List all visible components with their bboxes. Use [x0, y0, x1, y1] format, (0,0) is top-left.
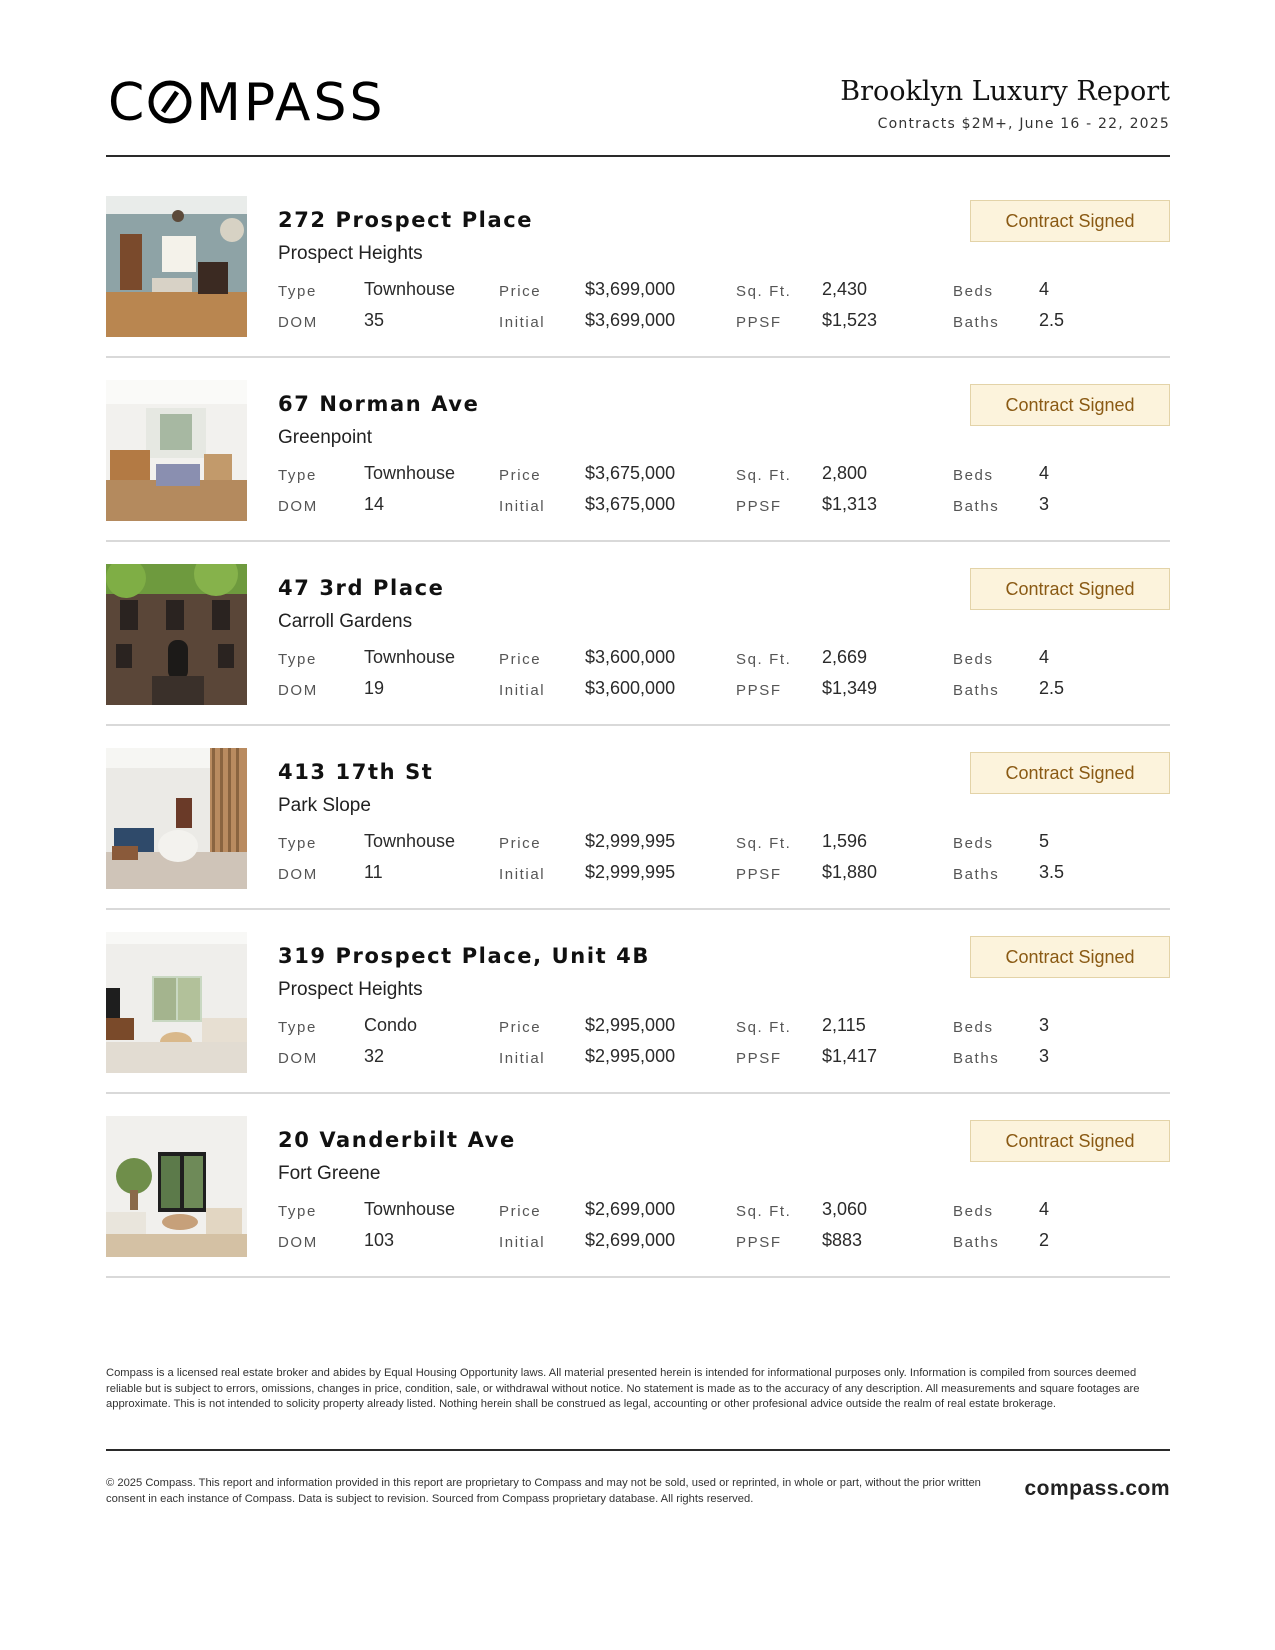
listing-card[interactable]: [106, 196, 1170, 358]
listing-stats-row: [278, 1199, 1170, 1223]
status-badge: Contract Signed: [970, 384, 1170, 426]
initial-value: $2,999,995: [585, 862, 676, 882]
sqft-label: Sq. Ft.: [736, 283, 792, 300]
report-page: [106, 0, 1170, 1650]
price-value: $3,675,000: [585, 463, 676, 483]
dom-label: DOM: [278, 498, 318, 515]
listing-card[interactable]: [106, 932, 1170, 1094]
status-badge: Contract Signed: [970, 752, 1170, 794]
dom-value: 35: [364, 310, 385, 330]
listing-card[interactable]: [106, 564, 1170, 726]
listing-neighborhood: Fort Greene: [278, 1163, 381, 1184]
ppsf-value: $1,523: [822, 310, 878, 330]
ppsf-label: PPSF: [736, 866, 782, 883]
baths-value: 2.5: [1039, 678, 1065, 698]
status-badge: Contract Signed: [970, 936, 1170, 978]
beds-value: 4: [1039, 647, 1050, 667]
listing-card[interactable]: [106, 748, 1170, 910]
sqft-value: 1,596: [822, 831, 868, 851]
ppsf-label: PPSF: [736, 1234, 782, 1251]
type-value: Townhouse: [364, 279, 456, 299]
dom-label: DOM: [278, 1050, 318, 1067]
sqft-value: 2,115: [822, 1015, 866, 1035]
price-value: $2,995,000: [585, 1015, 676, 1035]
listing-address[interactable]: 413 17th St: [278, 760, 434, 784]
footer-divider: [106, 1449, 1170, 1451]
listing-stats-row: [278, 279, 1170, 303]
dom-value: 11: [364, 862, 383, 882]
sqft-value: 2,669: [822, 647, 868, 667]
beds-value: 4: [1039, 1199, 1050, 1219]
initial-value: $3,600,000: [585, 678, 676, 698]
sqft-label: Sq. Ft.: [736, 651, 792, 668]
ppsf-value: $1,417: [822, 1046, 878, 1066]
ppsf-value: $1,349: [822, 678, 878, 698]
sqft-value: 3,060: [822, 1199, 868, 1219]
listing-stats-row: [278, 494, 1170, 518]
beds-label: Beds: [953, 651, 994, 668]
type-label: Type: [278, 835, 317, 852]
disclaimer-text: Compass is a licensed real estate broker and abides by Equal Housing Opportunity laws. All material presented herein is intended for informational purposes only. Information is compiled from sources deemed reliable but is subject to errors, omissions, changes in price, condition, sale, or withdrawal without notice. No statement is made as to the accuracy of any description. All measurements and square footages are approximate. This is not intended to solicity property already listed. Nothing herein shall be construed as legal, accounting or other profesional advice outside the realm of real estate brokerage.: [106, 1367, 1140, 1410]
compass-logo[interactable]: [108, 76, 408, 128]
listing-photo[interactable]: [106, 932, 247, 1073]
sqft-label: Sq. Ft.: [736, 467, 792, 484]
svg-text:MPASS: MPASS: [196, 76, 386, 128]
initial-label: Initial: [499, 866, 546, 883]
listing-neighborhood: Greenpoint: [278, 427, 373, 448]
beds-label: Beds: [953, 1019, 994, 1036]
type-label: Type: [278, 467, 317, 484]
ppsf-label: PPSF: [736, 1050, 782, 1067]
type-label: Type: [278, 283, 317, 300]
type-value: Townhouse: [364, 647, 456, 667]
baths-label: Baths: [953, 498, 1000, 515]
listing-stats-row: [278, 862, 1170, 886]
ppsf-label: PPSF: [736, 314, 782, 331]
listing-photo[interactable]: [106, 1116, 247, 1257]
status-badge: Contract Signed: [970, 200, 1170, 242]
listing-photo[interactable]: [106, 380, 247, 521]
sqft-value: 2,430: [822, 279, 868, 299]
listing-card[interactable]: [106, 1116, 1170, 1278]
report-subtitle: Contracts $2M+, June 16 - 22, 2025: [877, 116, 1170, 132]
beds-value: 4: [1039, 279, 1050, 299]
initial-label: Initial: [499, 498, 546, 515]
svg-text:C: C: [108, 76, 148, 128]
type-value: Townhouse: [364, 831, 456, 851]
baths-label: Baths: [953, 1234, 1000, 1251]
price-label: Price: [499, 835, 542, 852]
price-label: Price: [499, 467, 542, 484]
sqft-label: Sq. Ft.: [736, 1019, 792, 1036]
dom-value: 19: [364, 678, 385, 698]
baths-value: 3: [1039, 494, 1050, 514]
beds-label: Beds: [953, 1203, 994, 1220]
price-label: Price: [499, 283, 542, 300]
ppsf-value: $883: [822, 1230, 863, 1250]
beds-label: Beds: [953, 467, 994, 484]
baths-label: Baths: [953, 682, 1000, 699]
report-title: Brooklyn Luxury Report: [840, 76, 1170, 107]
website-link[interactable]: compass.com: [1024, 1477, 1170, 1500]
baths-value: 3: [1039, 1046, 1050, 1066]
beds-value: 4: [1039, 463, 1050, 483]
listing-stats-row: [278, 463, 1170, 487]
baths-label: Baths: [953, 314, 1000, 331]
listing-neighborhood: Prospect Heights: [278, 243, 423, 264]
listing-stats-row: [278, 1230, 1170, 1254]
initial-value: $2,995,000: [585, 1046, 676, 1066]
price-value: $3,699,000: [585, 279, 676, 299]
listing-address[interactable]: 67 Norman Ave: [278, 392, 480, 416]
copyright-text: © 2025 Compass. This report and information provided in this report are proprietary to Compass and may not be sold, used or reprinted, in whole or part, without the prior written consent in each instance of Compass. Data is subject to revision. Sourced from Compass proprietary database. All rights reserved.: [106, 1477, 981, 1505]
price-value: $2,999,995: [585, 831, 676, 851]
initial-label: Initial: [499, 682, 546, 699]
status-badge: Contract Signed: [970, 568, 1170, 610]
listing-address[interactable]: 20 Vanderbilt Ave: [278, 1128, 516, 1152]
type-value: Condo: [364, 1015, 418, 1035]
type-value: Townhouse: [364, 463, 456, 483]
initial-value: $3,675,000: [585, 494, 676, 514]
beds-label: Beds: [953, 835, 994, 852]
listing-neighborhood: Carroll Gardens: [278, 611, 413, 632]
header-divider: [106, 155, 1170, 157]
baths-value: 2: [1039, 1230, 1050, 1250]
beds-value: 5: [1039, 831, 1050, 851]
initial-value: $3,699,000: [585, 310, 676, 330]
listing-photo[interactable]: [106, 748, 247, 889]
ppsf-label: PPSF: [736, 682, 782, 699]
price-label: Price: [499, 651, 542, 668]
listing-stats-row: [278, 1015, 1170, 1039]
listing-stats-row: [278, 831, 1170, 855]
initial-value: $2,699,000: [585, 1230, 676, 1250]
dom-value: 103: [364, 1230, 395, 1250]
price-label: Price: [499, 1203, 542, 1220]
listing-address[interactable]: 47 3rd Place: [278, 576, 445, 600]
type-label: Type: [278, 1203, 317, 1220]
baths-value: 2.5: [1039, 310, 1065, 330]
initial-label: Initial: [499, 314, 546, 331]
sqft-value: 2,800: [822, 463, 868, 483]
listing-neighborhood: Prospect Heights: [278, 979, 423, 1000]
listing-stats-row: [278, 310, 1170, 334]
sqft-label: Sq. Ft.: [736, 835, 792, 852]
listing-neighborhood: Park Slope: [278, 795, 371, 816]
ppsf-value: $1,880: [822, 862, 878, 882]
dom-label: DOM: [278, 1234, 318, 1251]
listing-card[interactable]: [106, 380, 1170, 542]
beds-label: Beds: [953, 283, 994, 300]
initial-label: Initial: [499, 1050, 546, 1067]
listing-stats-row: [278, 1046, 1170, 1070]
baths-value: 3.5: [1039, 862, 1065, 882]
ppsf-value: $1,313: [822, 494, 878, 514]
listing-address[interactable]: 272 Prospect Place: [278, 208, 534, 232]
price-value: $3,600,000: [585, 647, 676, 667]
ppsf-label: PPSF: [736, 498, 782, 515]
report-header: [106, 70, 1170, 156]
baths-label: Baths: [953, 1050, 1000, 1067]
dom-label: DOM: [278, 314, 318, 331]
baths-label: Baths: [953, 866, 1000, 883]
dom-label: DOM: [278, 682, 318, 699]
type-value: Townhouse: [364, 1199, 456, 1219]
listing-stats-row: [278, 647, 1170, 671]
listing-photo[interactable]: [106, 564, 247, 705]
dom-label: DOM: [278, 866, 318, 883]
type-label: Type: [278, 651, 317, 668]
listing-address[interactable]: 319 Prospect Place, Unit 4B: [278, 944, 651, 968]
initial-label: Initial: [499, 1234, 546, 1251]
status-badge: Contract Signed: [970, 1120, 1170, 1162]
price-value: $2,699,000: [585, 1199, 676, 1219]
dom-value: 32: [364, 1046, 385, 1066]
type-label: Type: [278, 1019, 317, 1036]
beds-value: 3: [1039, 1015, 1050, 1035]
sqft-label: Sq. Ft.: [736, 1203, 792, 1220]
listing-stats-row: [278, 678, 1170, 702]
listing-photo[interactable]: [106, 196, 247, 337]
price-label: Price: [499, 1019, 542, 1036]
compass-wordmark-icon: [108, 76, 408, 128]
dom-value: 14: [364, 494, 385, 514]
